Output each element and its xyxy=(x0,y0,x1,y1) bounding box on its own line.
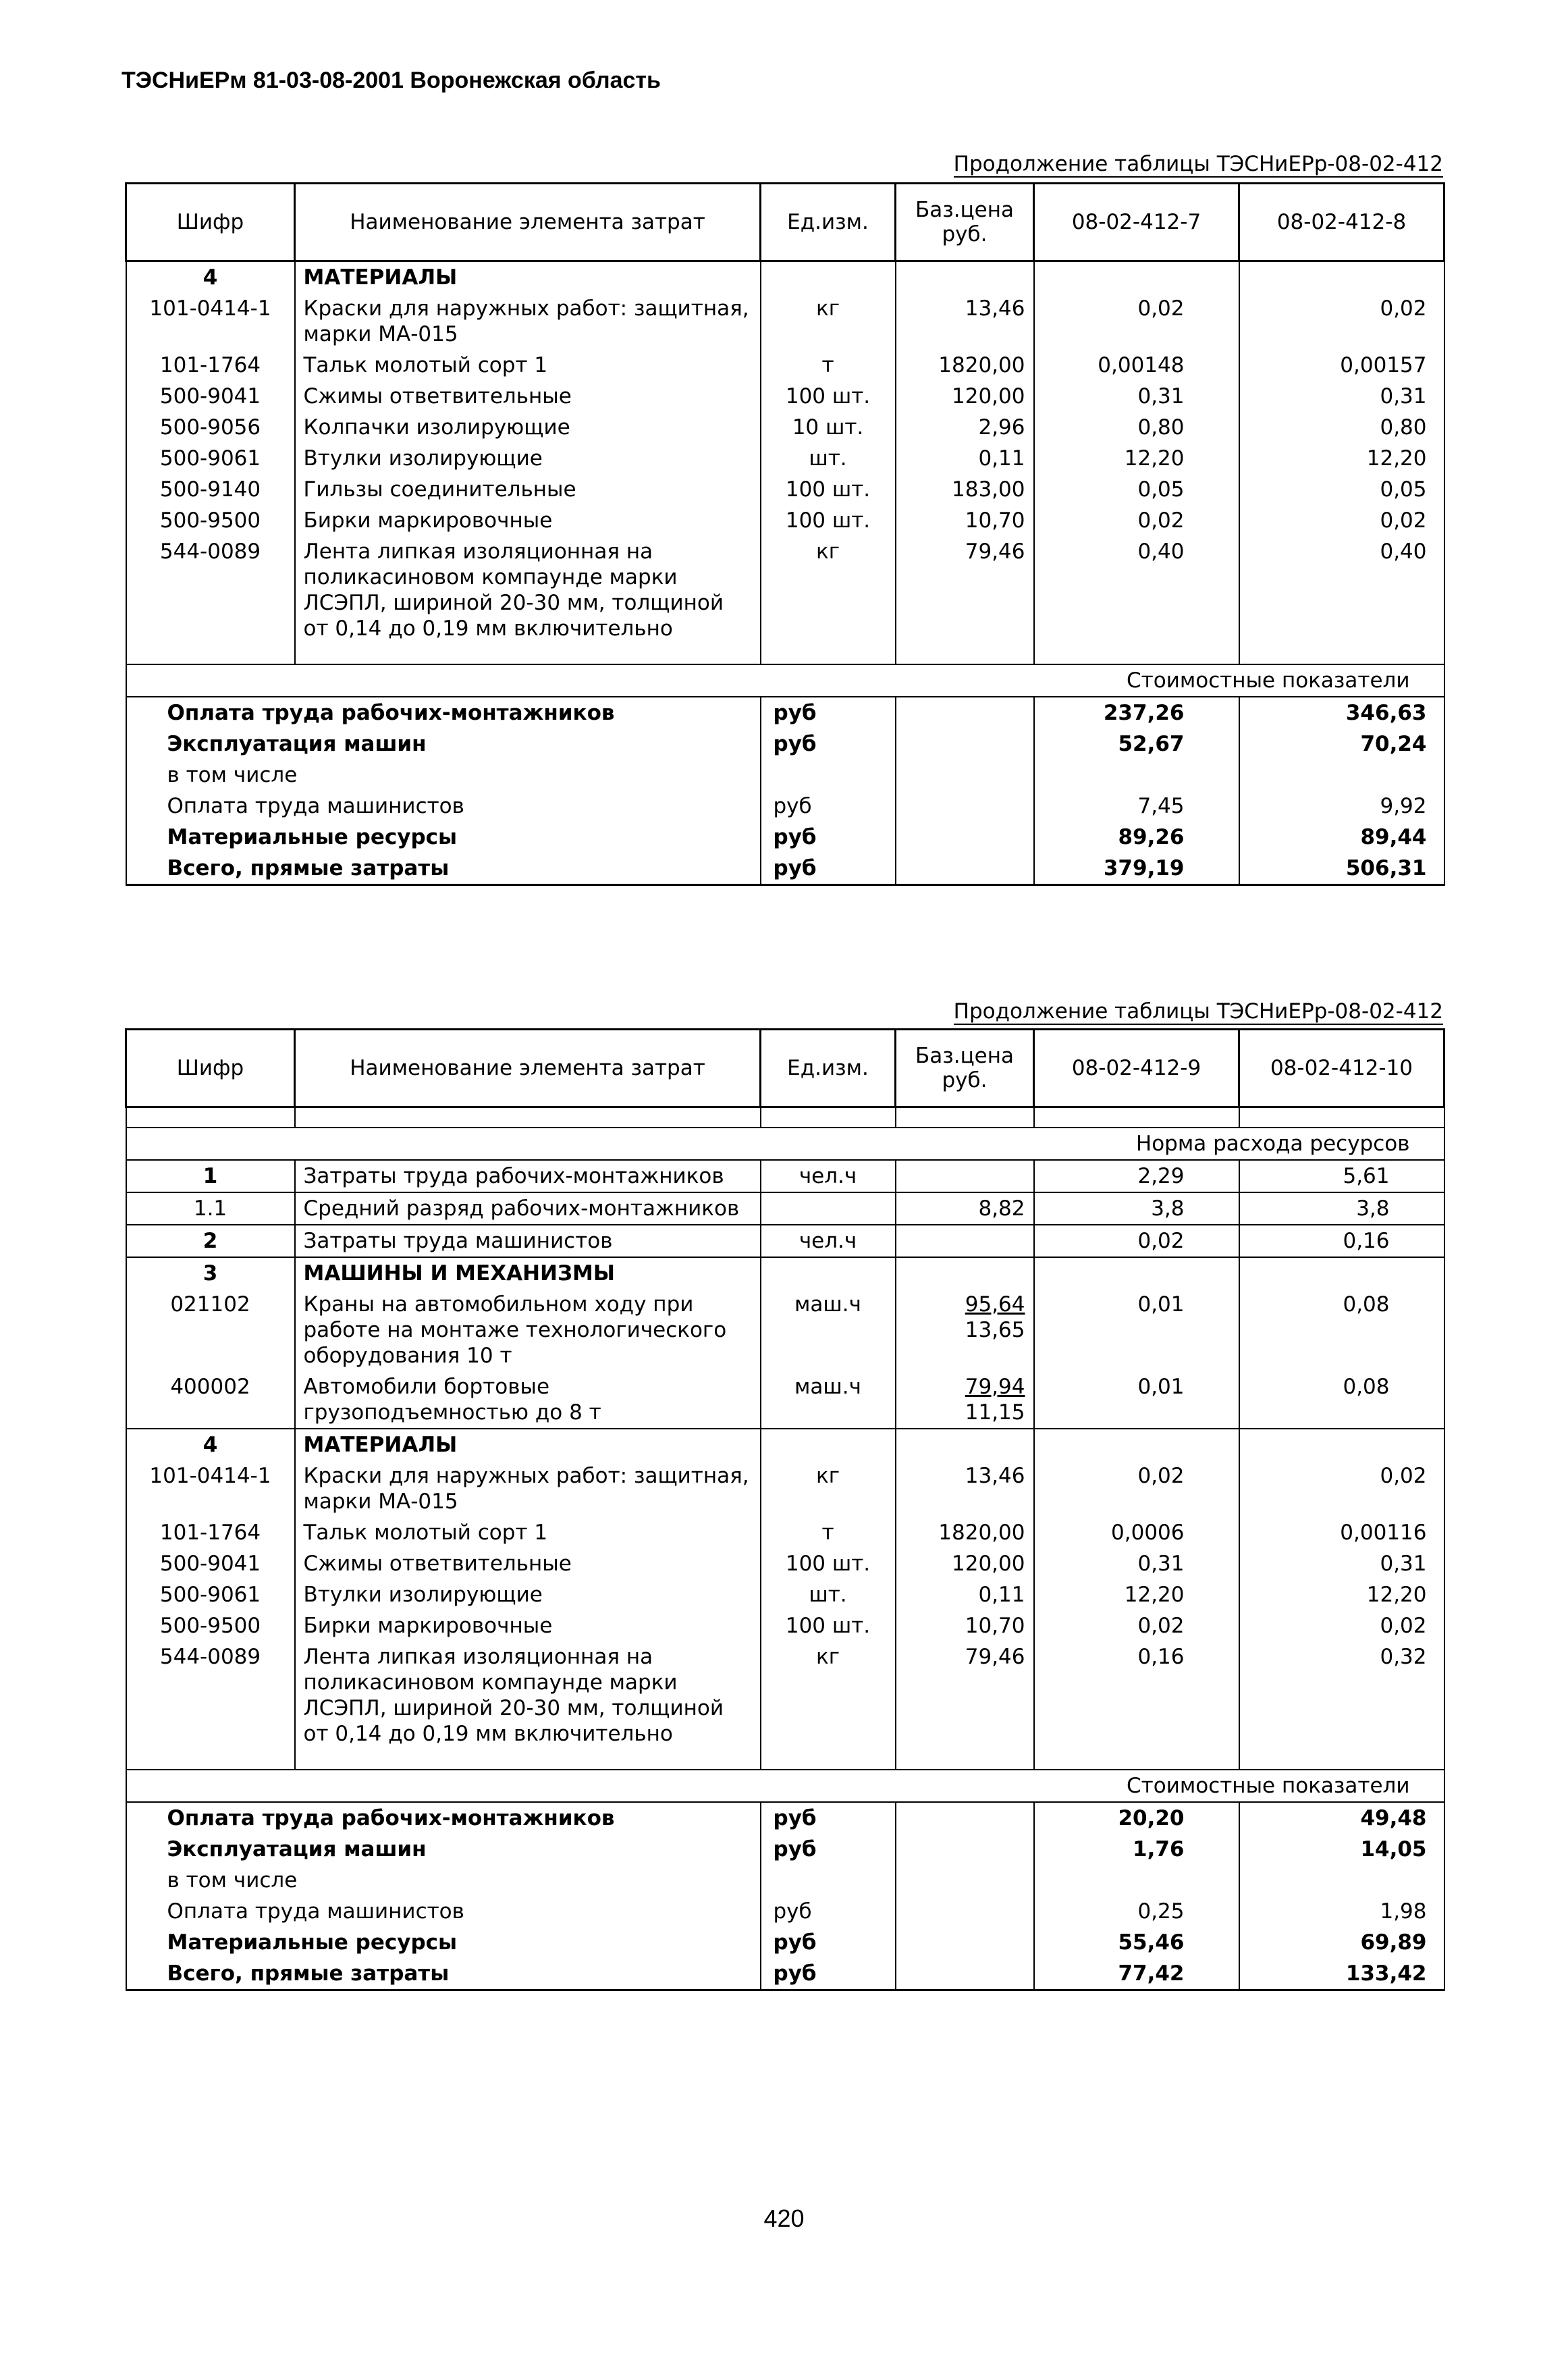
totals-row-labor: Оплата труда рабочих-монтажников руб 237,26 346,63 xyxy=(126,697,1444,729)
document-header: ТЭСНиЕРм 81-03-08-2001 Воронежская область xyxy=(121,68,661,93)
table1-caption: Продолжение таблицы ТЭСНиЕРр-08-02-412 xyxy=(953,152,1443,176)
table-row: 500-9041 Сжимы ответвительные 100 шт. 120,00 0,31 0,31 xyxy=(126,381,1444,412)
totals-row-materials: Материальные ресурсы руб 89,26 89,44 xyxy=(126,822,1444,853)
col-header-price: Баз.цена руб. xyxy=(896,1030,1034,1107)
cost-label-row: Стоимостные показатели xyxy=(126,664,1444,697)
totals-row-machines: Эксплуатация машин руб 52,67 70,24 xyxy=(126,729,1444,760)
table-row: 500-9061 Втулки изолирующие шт. 0,11 12,20 12,20 xyxy=(126,443,1444,474)
col-header-a: 08-02-412-7 xyxy=(1034,184,1239,261)
table1-totals xyxy=(126,697,1444,885)
table-row: 101-0414-1 Краски для наружных работ: защитная, марки МА-015 кг 13,46 0,02 0,02 xyxy=(126,293,1444,350)
totals-row-drivers: Оплата труда машинистов руб 7,45 9,92 xyxy=(126,791,1444,822)
totals-row-labor: Оплата труда рабочих-монтажников руб 20,20 49,48 xyxy=(126,1802,1444,1834)
totals-row-materials: Материальные ресурсы руб 55,46 69,89 xyxy=(126,1927,1444,1958)
table2-materials xyxy=(126,1460,1444,1749)
table-row: 500-9140 Гильзы соединительные 100 шт. 183,00 0,05 0,05 xyxy=(126,474,1444,505)
col-header-unit: Ед.изм. xyxy=(761,184,896,261)
machine-price: 79,94 11,15 xyxy=(896,1371,1034,1429)
row-avg-grade: 1.1 Средний разряд рабочих-монтажников 8,82 3,8 3,8 xyxy=(126,1192,1444,1225)
col-header-unit: Ед.изм. xyxy=(761,1030,896,1107)
col-header-name: Наименование элемента затрат xyxy=(295,184,761,261)
table-row: 021102 Краны на автомобильном ходу при работе на монтаже технологического оборудования 10 т маш.ч 95,64 13,65 0,01 0,08 xyxy=(126,1289,1444,1371)
table1 xyxy=(125,182,1445,886)
totals-row-machines: Эксплуатация машин руб 1,76 14,05 xyxy=(126,1834,1444,1865)
table-row: 101-1764 Тальк молотый сорт 1 т 1820,00 0,00148 0,00157 xyxy=(126,350,1444,381)
table-row: 500-9500 Бирки маркировочные 100 шт. 10,70 0,02 0,02 xyxy=(126,505,1444,536)
table-row: 500-9500 Бирки маркировочные 100 шт. 10,70 0,02 0,02 xyxy=(126,1610,1444,1641)
table2-caption: Продолжение таблицы ТЭСНиЕРр-08-02-412 xyxy=(953,999,1443,1024)
table-row: 544-0089 Лента липкая изоляционная на поликасиновом компаунде марки ЛСЭПЛ, шириной 20-30 мм, толщиной от 0,14 до 0,19 мм включительно кг 79,46 0,40 0,40 xyxy=(126,536,1444,644)
table2-machines xyxy=(126,1289,1444,1429)
table1-header-row xyxy=(126,184,1444,261)
table1-materials xyxy=(126,293,1444,644)
row-labor-workers: 1 Затраты труда рабочих-монтажников чел.ч 2,29 5,61 xyxy=(126,1160,1444,1192)
table2-header-row xyxy=(126,1030,1444,1107)
col-header-a: 08-02-412-9 xyxy=(1034,1030,1239,1107)
table-row: 101-1764 Тальк молотый сорт 1 т 1820,00 0,0006 0,00116 xyxy=(126,1517,1444,1548)
section-row-materials: 4 МАТЕРИАЛЫ xyxy=(126,1429,1444,1460)
col-header-b: 08-02-412-10 xyxy=(1239,1030,1444,1107)
spacer-row xyxy=(126,1107,1444,1128)
spacer-row xyxy=(126,1749,1444,1770)
table-row: 544-0089 Лента липкая изоляционная на поликасиновом компаунде марки ЛСЭПЛ, шириной 20-30 мм, толщиной от 0,14 до 0,19 мм включительно кг 79,46 0,16 0,32 xyxy=(126,1641,1444,1749)
totals-row-total: Всего, прямые затраты руб 379,19 506,31 xyxy=(126,853,1444,885)
col-header-b: 08-02-412-8 xyxy=(1239,184,1444,261)
totals-row-drivers: Оплата труда машинистов руб 0,25 1,98 xyxy=(126,1896,1444,1927)
table-row: 101-0414-1 Краски для наружных работ: защитная, марки МА-015 кг 13,46 0,02 0,02 xyxy=(126,1460,1444,1517)
table2 xyxy=(125,1028,1445,1991)
col-header-code: Шифр xyxy=(126,184,295,261)
table-row: 500-9061 Втулки изолирующие шт. 0,11 12,20 12,20 xyxy=(126,1579,1444,1610)
col-header-name: Наименование элемента затрат xyxy=(295,1030,761,1107)
table-row: 400002 Автомобили бортовые грузоподъемностью до 8 т маш.ч 79,94 11,15 0,01 0,08 xyxy=(126,1371,1444,1429)
section-row-materials: 4 МАТЕРИАЛЫ xyxy=(126,261,1444,294)
cost-label-row: Стоимостные показатели xyxy=(126,1770,1444,1802)
table2-totals xyxy=(126,1802,1444,1990)
machine-price: 95,64 13,65 xyxy=(896,1289,1034,1371)
table-row: 500-9041 Сжимы ответвительные 100 шт. 120,00 0,31 0,31 xyxy=(126,1548,1444,1579)
norm-label-row: Норма расхода ресурсов xyxy=(126,1128,1444,1160)
section-row-machines: 3 МАШИНЫ И МЕХАНИЗМЫ xyxy=(126,1257,1444,1289)
totals-row-incl: в том числе xyxy=(126,760,1444,791)
spacer-row xyxy=(126,644,1444,664)
row-labor-drivers: 2 Затраты труда машинистов чел.ч 0,02 0,16 xyxy=(126,1225,1444,1257)
col-header-code: Шифр xyxy=(126,1030,295,1107)
totals-row-incl: в том числе xyxy=(126,1865,1444,1896)
totals-row-total: Всего, прямые затраты руб 77,42 133,42 xyxy=(126,1958,1444,1990)
col-header-price: Баз.цена руб. xyxy=(896,184,1034,261)
page-number: 420 xyxy=(763,2204,805,2232)
table-row: 500-9056 Колпачки изолирующие 10 шт. 2,96 0,80 0,80 xyxy=(126,412,1444,443)
